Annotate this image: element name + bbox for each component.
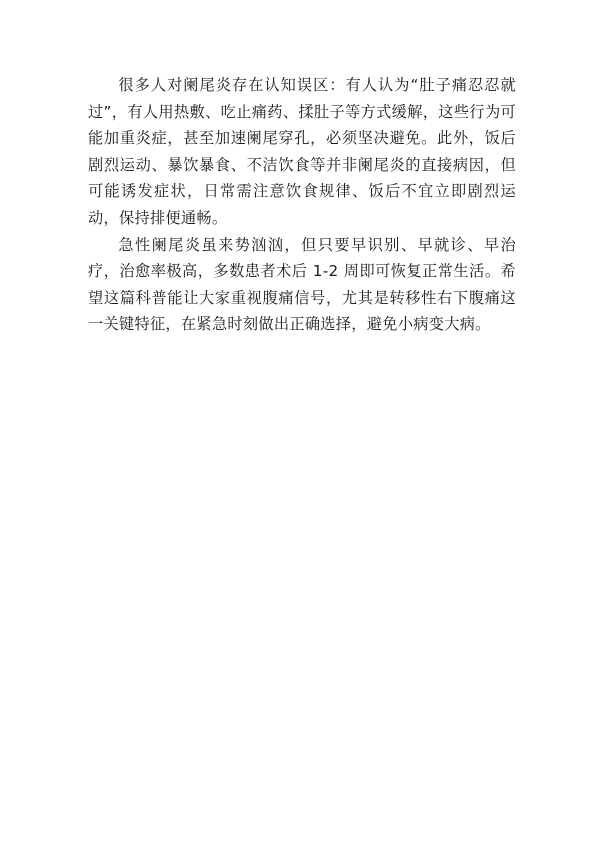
paragraph-conclusion: 急性阑尾炎虽来势汹汹，但只要早识别、早就诊、早治疗，治愈率极高，多数患者术后 1-2 周即可恢复正常生活。希望这篇科普能让大家重视腹痛信号，尤其是转移性右下腹痛这一关键特征，在紧急时刻做出正确选择，避免小病变大病。 [88,235,516,334]
article-body [88,72,516,338]
paragraph-misconceptions: 很多人对阑尾炎存在认知误区：有人认为“肚子痛忍忍就过”，有人用热敷、吃止痛药、揉肚子等方式缓解，这些行为可能加重炎症，甚至加速阑尾穿孔，必须坚决避免。此外，饭后剧烈运动、暴饮暴食、不洁饮食等并非阑尾炎的直接病因，但可能诱发症状，日常需注意饮食规律、饭后不宜立即剧烈运动，保持排便通畅。 [88,76,516,227]
